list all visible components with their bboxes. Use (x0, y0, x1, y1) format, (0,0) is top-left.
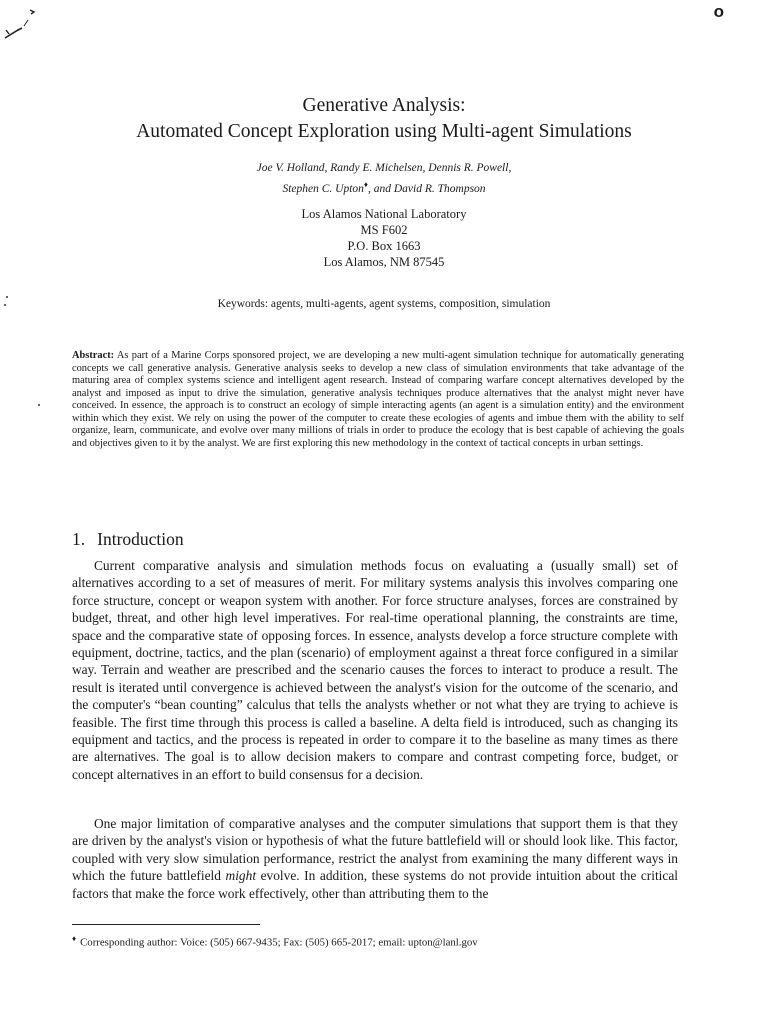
footnote-rule (72, 924, 260, 925)
section-title: Introduction (97, 529, 184, 549)
paper-title-line-1: Generative Analysis: (302, 95, 466, 116)
intro-paragraph-1: Current comparative analysis and simulation methods focus on evaluating a (usually small) set of alternatives according to a set of measures of merit. For military systems analysis this involves comparing one force structure, concept or weapon system with another. For force structure analyses, forces are constrained by budget, threat, and other high level imperatives. For real-time operational planning, the constraints are time, space and the comparative state of opposing forces. In essence, analysts develop a force structure complete with equipment, doctrine, tactics, and the plan (scenario) of employment against a threat force configured in a similar way. Terrain and weather are prescribed and the scenario causes the forces to interact to produce a result. The result is iterated until convergence is achieved between the analyst's vision for the outcome of the scenario, and the computer's “bean counting” calculus that tells the analysts whether or not what they are trying to achieve is feasible. The first time through this process is called a baseline. A delta field is introduced, such as changing its equipment and tactics, and the process is repeated in order to compare it to the baseline as many times as there are alternatives. The goal is to allow decision makers to compare and contrast competing force, budget, or concept alternatives in an effort to build consensus for a decision. (72, 558, 678, 782)
intro-paragraph-2 (72, 815, 678, 902)
para2-emphasis: might (225, 868, 257, 884)
affiliation-institution: Los Alamos National Laboratory (301, 207, 467, 221)
para2-text-after: evolve. In addition, these systems do not provide intuition about the critical factors that make the force work effectively, other than attributing them to the (72, 868, 679, 901)
affiliation-pobox: P.O. Box 1663 (347, 239, 421, 253)
author-line-1: Joe V. Holland, Randy E. Michelsen, Dennis R. Powell, (256, 162, 512, 174)
author-upton: Stephen C. Upton (282, 182, 364, 195)
footnote-mark: ♦ (72, 934, 77, 943)
author-line-2-rest: , and David R. Thompson (367, 182, 486, 195)
para2-text-before: One major limitation of comparative analyses and the computer simulations that support them is that they are driven by the analyst's vision or hypothesis of what the future battlefield will or should look like. This factor, coupled with very slow simulation performance, restrict the analyst from examining the many different ways in which the future battlefield (72, 816, 678, 884)
author-footnote-mark: ♦ (363, 180, 368, 189)
footnote-text: Corresponding author: Voice: (505) 667-9435; Fax: (505) 665-2017; email: upton@lanl.gov (80, 936, 478, 949)
paper-title-line-2: Automated Concept Exploration using Multi-agent Simulations (136, 121, 632, 142)
abstract-label: Abstract: (72, 350, 115, 361)
section-heading (72, 529, 184, 550)
footnote (72, 934, 478, 949)
scan-mark (0, 0, 40, 45)
affiliation-city: Los Alamos, NM 87545 (323, 255, 445, 269)
scan-dot (38, 404, 40, 406)
affiliation-mailstop: MS F602 (360, 223, 408, 237)
abstract-text: As part of a Marine Corps sponsored project, we are developing a new multi-agent simulation technique for automatically generating concepts we call generative analysis. Generative analysis seeks to develop a new class of simulation environments that take advantage of the maturing area of complex systems science and intelligent agent research. Instead of comparing warfare concept alternatives developed by the analyst and imposed as input to drive the simulation, generative analysis techniques produce alternatives that the analyst might never have conceived. In essence, the approach is to construct an ecology of simple interacting agents (an agent is a simulation entity) and the environment within which they exist. We rely on using the power of the computer to create these ecologies of agents and imbue them with the ability to self organize, learn, communicate, and evolve over many millions of trials in order to produce the ecology that is best capable of achieving the goals and objectives given to it by the analyst. We are first exploring this new methodology in the context of tactical concepts in urban settings. (72, 350, 684, 449)
abstract (72, 350, 684, 450)
section-number: 1. (72, 529, 86, 549)
keywords: Keywords: agents, multi-agents, agent systems, composition, simulation (217, 298, 551, 310)
author-line-2 (0, 176, 768, 198)
page-mark: o (713, 2, 724, 21)
